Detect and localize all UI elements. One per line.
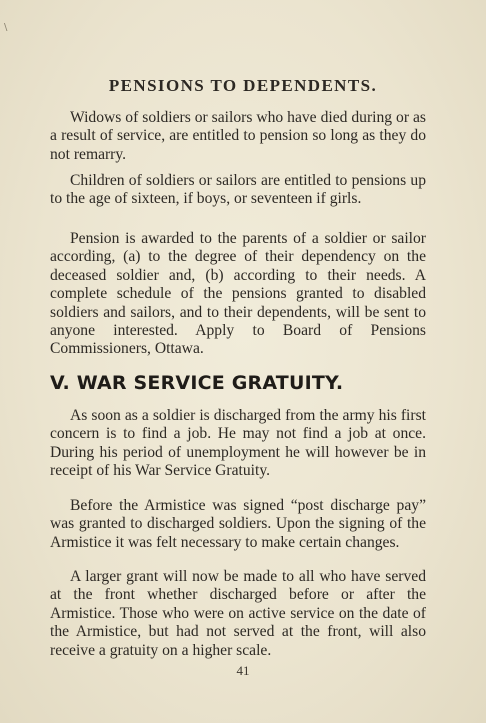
paragraph-armistice: Before the Armistice was signed “post discharge pay” was granted to discharged soldiers. Upon the signing of the Armistice it was felt necessary to make certain changes. [50, 497, 426, 551]
war-service-gratuity-heading: V. WAR SERVICE GRATUITY. [50, 372, 344, 394]
paragraph-parents: Pension is awarded to the parents of a soldier or sailor according, (a) to the degree of their dependency on the deceased soldier and, (b) according to their needs. A complete schedule of the pensions granted to disabled soldiers and sailors, and to their dependents, will be sent to anyone interested. Apply to Board of Pensions Commissioners, Ottawa. [50, 230, 426, 358]
pensions-heading: PENSIONS TO DEPENDENTS. [108, 76, 378, 95]
paragraph-widows: Widows of soldiers or sailors who have died during or as a result of service, are entitled to pension so long as they do not remarry. [50, 109, 426, 163]
paragraph-children: Children of soldiers or sailors are entitled to pensions up to the age of sixteen, if boys, or seventeen if girls. [50, 172, 426, 208]
paragraph-larger-grant: A larger grant will now be made to all who have served at the front whether discharged before or after the Armistice. Those who were on active service on the date of the Armistice, but had not served at the front, will also receive a gratuity on a higher scale. [50, 568, 426, 659]
paragraph-discharge: As soon as a soldier is discharged from the army his first concern is to find a job. He may not find a job at once. During his period of unemployment he will however be in receipt of his War Service Gratuity. [50, 407, 426, 480]
edge-mark: \ [4, 22, 8, 33]
page-number: 41 [236, 663, 250, 678]
